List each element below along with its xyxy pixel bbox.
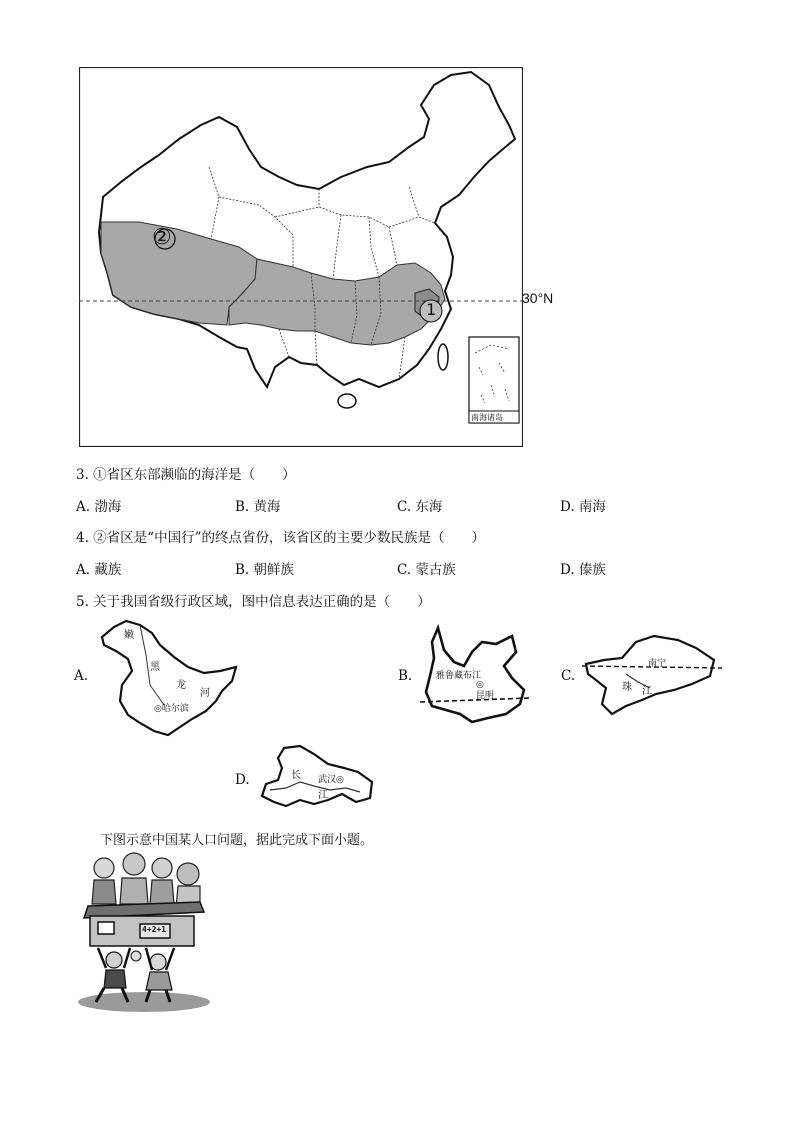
map-d-river-1: 长 <box>291 770 301 781</box>
map-a-label-3: 龙 <box>176 680 186 691</box>
q3-option-b[interactable]: B. 黄海 <box>235 499 281 515</box>
q4-option-c[interactable]: C. 蒙古族 <box>397 562 456 578</box>
map-b-city: ◎ 昆明 <box>476 680 495 701</box>
china-map <box>79 67 523 447</box>
map-a-label-1: 嫩 <box>124 630 134 641</box>
map-d-city: 武汉◎ <box>318 775 344 785</box>
map-a-city: ◎哈尔滨 <box>154 704 189 714</box>
q3-text: 3. ①省区东部濒临的海洋是（ ） <box>76 467 296 483</box>
taiwan <box>438 344 448 370</box>
q3-option-a[interactable]: A. 渤海 <box>76 499 122 515</box>
map-marker-1: 1 <box>426 300 437 319</box>
q4-option-d[interactable]: D. 傣族 <box>560 562 606 578</box>
map-d-river-2: 江 <box>318 790 328 801</box>
q4-text: 4. ②省区是“中国行”的终点省份，该省区的主要少数民族是（ ） <box>76 530 485 546</box>
q5-option-a[interactable]: A. <box>74 668 89 684</box>
inset-label: 南海诸岛 <box>471 413 503 422</box>
q5-map-c[interactable] <box>582 630 722 720</box>
cartoon-sign: 4+2+1 <box>142 925 167 934</box>
map-c-river-2: 江 <box>642 686 652 697</box>
map-a-label-4: 河 <box>200 688 210 699</box>
q5-option-d[interactable]: D. <box>235 772 250 788</box>
q5-text: 5. 关于我国省级行政区域，图中信息表达正确的是（ ） <box>76 594 431 610</box>
map-marker-2: ② <box>152 225 172 250</box>
map-b-river: 雅鲁藏布江 <box>436 671 482 681</box>
south-china-sea-inset <box>469 337 519 423</box>
china-map-svg <box>79 67 523 447</box>
q3-option-d[interactable]: D. 南海 <box>560 499 606 515</box>
q5-map-d[interactable] <box>256 742 378 812</box>
q5-map-a[interactable] <box>96 615 246 740</box>
q5-option-b[interactable]: B. <box>398 668 413 684</box>
map-c-city: 南宁 <box>648 659 667 669</box>
map-c-river-1: 珠 <box>622 682 632 693</box>
map-a-label-2: 黑 <box>150 662 160 673</box>
q5-option-c[interactable]: C. <box>561 668 576 684</box>
q3-option-c[interactable]: C. 东海 <box>397 499 443 515</box>
hainan <box>338 394 356 408</box>
q4-option-a[interactable]: A. 藏族 <box>76 562 122 578</box>
q4-option-b[interactable]: B. 朝鲜族 <box>235 562 295 578</box>
lat-label: 30°N <box>522 290 554 306</box>
intro-text: 下图示意中国某人口问题，据此完成下面小题。 <box>100 833 374 848</box>
